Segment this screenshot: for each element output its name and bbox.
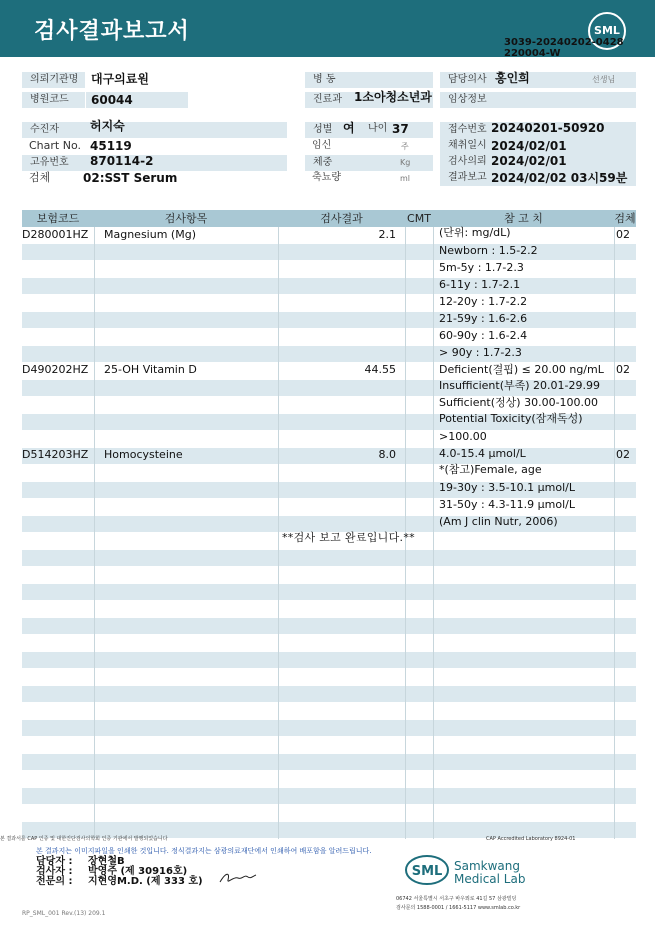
col-divider [614,227,615,839]
ward-label: 병 동 [305,72,433,88]
report-date-label: 결과보고 [440,170,636,186]
reference-line: 4.0-15.4 μmol/L [439,447,526,460]
pregnancy-unit: 주 [401,142,409,151]
age-label: 나이 [368,123,388,134]
doctor-label: 담당의사 [440,72,636,88]
urine-volume-unit: ml [400,174,411,183]
clinical-info-label: 임상정보 [440,92,636,108]
insurance-code: D514203HZ [22,448,89,461]
row-band [22,788,636,804]
insurance-code: D280001HZ [22,228,89,241]
accreditation-fine-print: 본 결과서를 CAP 인증 및 대한진단검사의학회 인증 기관에서 발행되었습니다 [0,836,168,842]
col-divider [278,227,279,839]
tester-label: 검사자 : [36,866,73,877]
report-id: 3039-20240202-0428 220004-W [504,37,624,59]
col-divider [433,227,434,839]
specimen-value: 02:SST Serum [83,171,178,185]
dept-value: 1소아청소년과 [354,90,432,104]
doctor-suffix: 선생님 [592,75,616,84]
col-reference: 참 고 치 [504,212,543,225]
reference-line: 19-30y : 3.5-10.1 μmol/L [439,481,575,494]
hospital-label: 의뢰기관명 [22,72,85,88]
row-band [22,686,636,702]
reference-line: 31-50y : 4.3-11.9 μmol/L [439,498,575,511]
reference-line: *(참고)Female, age [439,463,542,476]
test-item: Homocysteine [104,448,183,461]
manager-value: 장현철B [88,856,125,867]
reference-line: 60-90y : 1.6-2.4 [439,329,528,342]
col-test-item: 검사항목 [164,212,208,225]
weight-label: 체중 [305,155,433,171]
insurance-code: D490202HZ [22,363,89,376]
lab-name: Samkwang Medical Lab [454,859,526,886]
reference-line: > 90y : 1.7-2.3 [439,346,522,359]
row-band [22,652,636,668]
reference-line: >100.00 [439,430,487,443]
col-specimen: 검체 [614,212,636,225]
test-result: 44.55 [364,363,396,376]
specimen-label: 검체 [29,171,51,184]
reference-line: 5m-5y : 1.7-2.3 [439,261,524,274]
receipt-label: 접수번호 [440,122,636,138]
test-item: Magnesium (Mg) [104,228,196,241]
row-band [22,618,636,634]
dept-label: 진료과 [305,92,433,108]
reference-line: Sufficient(정상) 30.00-100.00 [439,396,599,409]
reference-line: 21-59y : 1.6-2.6 [439,312,528,325]
report-date-value: 2024/02/02 03시59분 [491,171,628,185]
row-band [22,584,636,600]
age-value: 37 [392,122,409,136]
hospital-code-label: 병원코드 [22,92,85,108]
test-result: 8.0 [378,448,396,461]
col-result: 검사결과 [320,212,363,225]
sml-logo-icon: SML [588,12,626,50]
col-divider [94,227,95,839]
manager-label: 담당자 : [36,856,73,867]
reference-line: (단위: mg/dL) [439,226,511,239]
request-label: 검사의뢰 [440,154,636,170]
row-band [22,278,636,294]
tester-value: 박영주 (제 30916호) [88,866,188,877]
lab-address: 06742 서울특별시 서초구 바우뫼로 41길 57 삼광빌딩 [396,896,517,902]
sml-lab-logo-icon [404,854,450,886]
reference-line: Potential Toxicity(잠재독성) [439,412,583,425]
id-label: 고유번호 [22,155,287,171]
row-band [22,754,636,770]
sex-label: 성별 [305,122,433,138]
svg-text:SML: SML [411,864,443,879]
specimen-code: 02 [616,363,630,376]
row-band [22,244,636,260]
reference-line: (Am J clin Nutr, 2006) [439,515,558,528]
doctor-value: 홍인희 [495,71,530,85]
chart-no-value: 45119 [90,139,132,153]
row-band [22,550,636,566]
patient-label: 수진자 [22,122,287,138]
sex-value: 여 [343,121,355,135]
urine-volume-label: 축뇨량 [312,172,341,183]
lab-contact: 검사문의 1588-0001 / 1661-5117 www.smlab.co.kr [396,905,521,911]
row-band [22,312,636,328]
results-table-header [22,210,636,227]
weight-unit: Kg [400,158,411,167]
specialist-label: 전문의 : [36,876,73,887]
col-cmt: CMT [407,212,431,225]
pregnancy-label: 임신 [312,140,332,151]
patient-value: 허지숙 [90,119,125,133]
row-band [22,346,636,362]
test-result: 2.1 [378,228,396,241]
reference-line: Deficient(결핍) ≤ 20.00 ng/mL [439,363,604,376]
report-title: 검사결과보고서 [34,19,190,44]
signature-icon [218,868,258,886]
row-band [22,720,636,736]
report-complete-note: **검사 보고 완료입니다.** [282,531,415,544]
specialist-value: 지현영M.D. (제 333 호) [88,876,203,887]
hospital-code-value: 60044 [91,93,133,107]
receipt-value: 20240201-50920 [491,121,605,135]
collect-value: 2024/02/01 [491,139,567,153]
form-code: RP_SML_001 Rev.(13) 209.1 [22,910,106,917]
collect-label: 채취일시 [440,138,636,154]
reference-line: 12-20y : 1.7-2.2 [439,295,528,308]
id-value: 870114-2 [90,154,154,168]
specimen-code: 02 [616,448,630,461]
col-insurance-code: 보험코드 [36,212,80,225]
reference-line: Insufficient(부족) 20.01-29.99 [439,379,600,392]
specimen-code: 02 [616,228,630,241]
print-notice: 본 결과지는 이미지파일을 인쇄한 것입니다. 정식결과지는 삼광의료재단에서 인쇄하여 배포함을 알려드립니다. [36,847,372,855]
cap-accreditation: CAP Accredited Laboratory 8924-01 [486,836,576,842]
reference-line: 6-11y : 1.7-2.1 [439,278,521,291]
request-value: 2024/02/01 [491,154,567,168]
test-item: 25-OH Vitamin D [104,363,197,376]
hospital-value: 대구의료원 [91,72,149,86]
chart-no-label: Chart No. [29,139,81,152]
reference-line: Newborn : 1.5-2.2 [439,244,538,257]
